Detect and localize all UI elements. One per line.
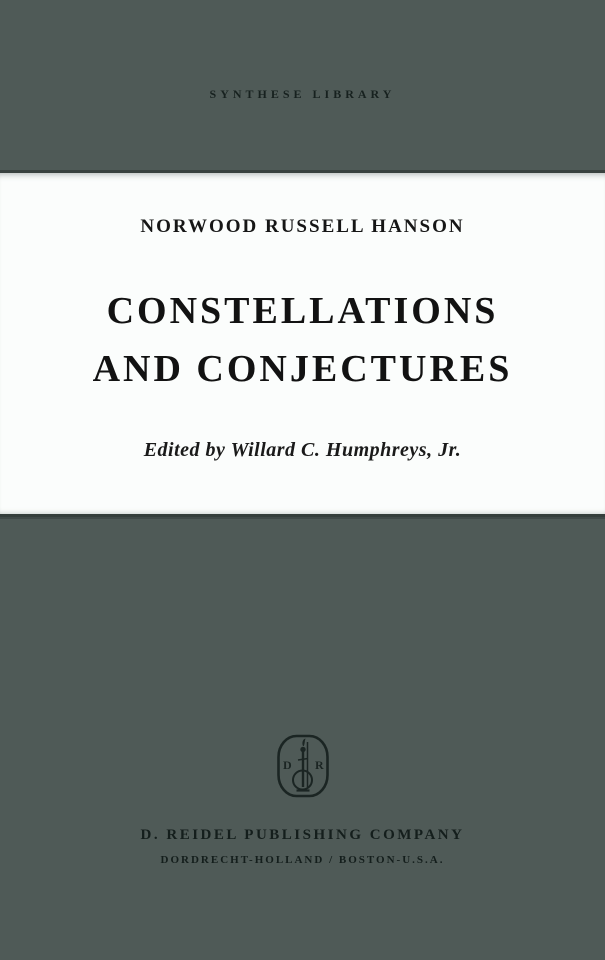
reidel-printer-mark-icon xyxy=(276,733,330,799)
book-title xyxy=(0,282,605,398)
series-title: SYNTHESE LIBRARY xyxy=(209,87,396,101)
top-band xyxy=(0,0,605,173)
editor-credit: Edited by Willard C. Humphreys, Jr. xyxy=(143,439,462,461)
author-name: NORWOOD RUSSELL HANSON xyxy=(140,216,465,237)
logo-letter-r: R xyxy=(314,758,324,772)
title-line-2: AND CONJECTURES xyxy=(92,348,513,390)
publisher-location: DORDRECHT-HOLLAND / BOSTON-U.S.A. xyxy=(160,854,445,866)
publisher-logo xyxy=(276,733,330,799)
title-line-1: CONSTELLATIONS xyxy=(106,290,499,332)
publisher-name: D. REIDEL PUBLISHING COMPANY xyxy=(140,827,465,843)
logo-letter-d: D xyxy=(282,758,292,772)
